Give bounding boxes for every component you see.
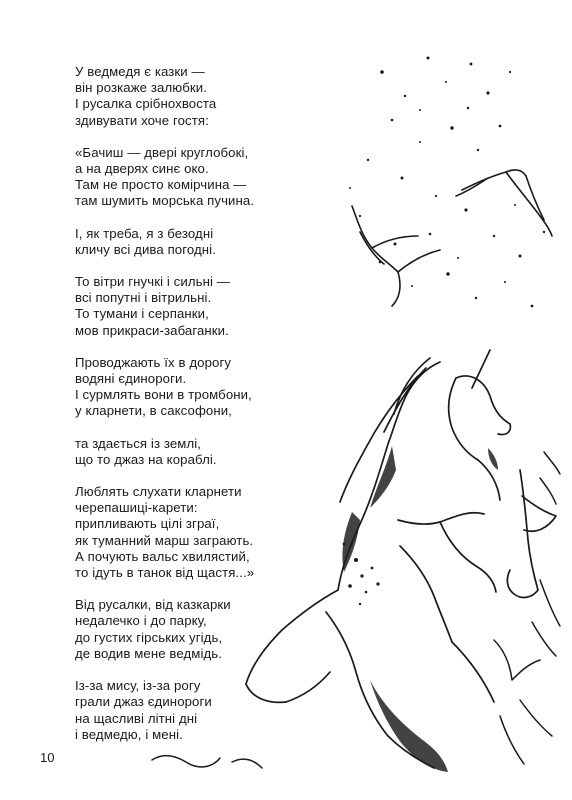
poem-line: Із-за мису, із-за рогу	[75, 678, 201, 694]
poem-line: що то джаз на кораблі.	[75, 451, 217, 467]
poem-line: припливають цілі зграї,	[75, 516, 220, 532]
poem-line: і ведмедю, і мені.	[75, 726, 183, 742]
poem-line: де водив мене ведмідь.	[75, 645, 223, 661]
flying-seagull-left	[352, 206, 440, 306]
waves-and-splashes	[152, 452, 560, 768]
poem-line: у кларнети, в саксофони,	[75, 403, 232, 419]
poem-line: І русалка срібнохвоста	[75, 96, 217, 112]
poem-line: Від русалки, від казкарки	[75, 597, 231, 613]
poem-line: на щасливі літні дні	[75, 710, 198, 726]
poem-line: він розкаже залюбки.	[75, 80, 207, 96]
poem-line: там шумить морська пучина.	[75, 193, 255, 209]
poem-line: недалечко і до парку,	[75, 613, 207, 629]
poem-line: То вітри гнучкі і сильні —	[75, 274, 231, 290]
poem-line: Проводжають їх в дорогу	[75, 354, 232, 370]
poem-line: всі попутні і вітрильні.	[75, 290, 212, 306]
poem-line: А почують вальс хвилястий,	[75, 548, 250, 564]
poem-line: як туманний марш заграють.	[75, 532, 254, 548]
unicorn-musician	[246, 350, 556, 768]
poem-line: У ведмедя є казки —	[75, 64, 205, 79]
page-number: 10	[40, 750, 55, 765]
poem-line: здивувати хоче гостя:	[75, 112, 209, 128]
poem-line: до густих гірських угідь,	[75, 629, 223, 645]
poem-line: то ідуть в танок від щастя...»	[75, 565, 255, 581]
ink-splatter-dots	[349, 57, 545, 308]
poem-line: мов прикраси-забаганки.	[75, 322, 229, 338]
poem-line: «Бачиш — двері круглобокі,	[75, 144, 249, 160]
poem-line: грали джаз єдинороги	[75, 694, 212, 710]
poem-line: Там не просто комірчина —	[75, 177, 247, 193]
poem-line: кличу всі дива погодні.	[75, 241, 216, 257]
poem-line: черепашиці-карети:	[75, 500, 198, 516]
poem-line: І, як треба, я з безодні	[75, 225, 214, 241]
poem-line: водяні єдинороги.	[75, 371, 187, 387]
poem-line: Люблять слухати кларнети	[75, 484, 242, 500]
unicorn-mane-and-tail	[342, 446, 498, 772]
flying-seagull-right	[456, 170, 552, 236]
poem-line: а на дверях синє око.	[75, 161, 209, 177]
poem-line: І сурмлять вони в тромбони,	[75, 387, 252, 403]
poem-line: То тумани і серпанки,	[75, 306, 209, 322]
poem-line: та здається із землі,	[75, 435, 202, 451]
